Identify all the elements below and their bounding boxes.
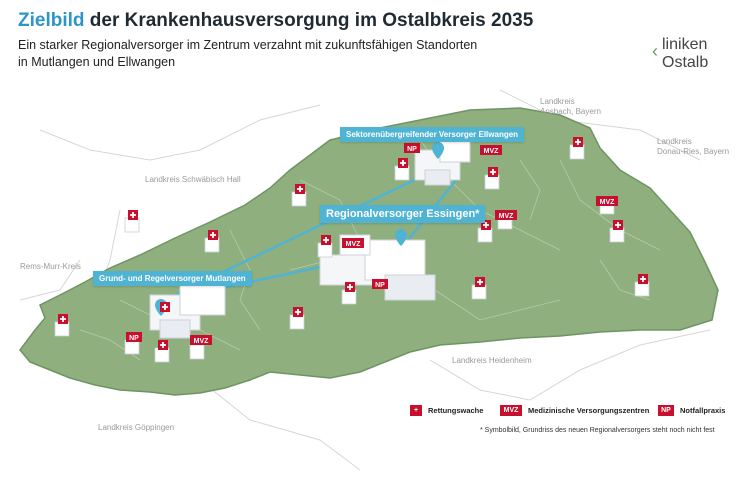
facility-cube: [395, 166, 409, 180]
plus-legend-icon: +: [410, 405, 422, 416]
building-block: [440, 140, 470, 162]
region-label-schwaebisch-hall: Landkreis Schwäbisch Hall: [145, 175, 241, 184]
np-marker: [126, 332, 142, 342]
facility-cube: [570, 145, 584, 159]
plus-marker-icon: [573, 137, 583, 147]
np-marker: [372, 279, 388, 289]
mvz-label: MVZ: [483, 148, 499, 155]
title-highlight: Zielbild: [18, 10, 85, 31]
border-line-nw: [40, 105, 320, 160]
region-label-ansbach: [540, 97, 601, 117]
np-label: NP: [407, 146, 417, 153]
legend-rettungswache: [410, 405, 483, 416]
plus-marker-icon: [475, 277, 485, 287]
mvz-marker: [342, 238, 364, 248]
plus-marker-icon: [321, 235, 331, 245]
mvz-label: MVZ: [345, 241, 361, 248]
callout-mutlangen: Grund- und Regelversorger Mutlangen: [93, 271, 252, 286]
legend-rettungswache-label: Rettungswache: [428, 406, 484, 415]
mvz-label: MVZ: [498, 213, 514, 220]
plus-marker-icon: [208, 230, 218, 240]
mvz-marker: [190, 335, 212, 345]
building-block: [160, 320, 190, 338]
legend-mvz-label: Medizinische Versorgungszentren: [528, 406, 650, 415]
mvz-legend-symbol: MVZ: [500, 405, 522, 416]
region-label-donau-ries: [657, 137, 729, 157]
facility-cube: [125, 340, 139, 354]
building-block: [365, 240, 425, 280]
callout-ellwangen: Sektorenübergreifender Versorger Ellwangen: [340, 127, 524, 142]
mvz-marker: [596, 196, 618, 206]
facility-cube: [478, 228, 492, 242]
plus-marker-icon: [128, 210, 138, 220]
plus-marker-icon: [638, 274, 648, 284]
plus-marker-icon: [58, 314, 68, 324]
page-subtitle: Ein starker Regionalversorger im Zentrum verzahnt mit zukunftsfähigen Standorten in Mutlangen und Ellwangen: [18, 38, 478, 69]
border-line-s: [200, 380, 360, 470]
logo-mark-icon: ‹: [652, 41, 658, 61]
facility-cube: [318, 243, 332, 257]
plus-marker-icon: [293, 307, 303, 317]
facility-cube: [635, 282, 649, 296]
facility-cube: [205, 238, 219, 252]
mvz-label: MVZ: [193, 338, 209, 345]
logo-line1: liniken: [662, 36, 708, 53]
facility-cube: [190, 345, 204, 359]
legend-np-label: Notfallpraxis: [680, 406, 726, 415]
region-label-rems-murr: Rems-Murr-Kreis: [20, 262, 81, 271]
building-block: [180, 285, 225, 315]
facility-cube: [485, 175, 499, 189]
plus-marker-icon: [345, 282, 355, 292]
facility-cube: [125, 218, 139, 232]
footnote: * Symbolbild, Grundriss des neuen Regionalversorgers steht noch nicht fest: [480, 427, 715, 434]
facility-cube: [342, 290, 356, 304]
building-block: [385, 275, 435, 300]
title-rest: der Krankenhausversorgung im Ostalbkreis 2035: [84, 10, 534, 31]
plus-marker-icon: [488, 167, 498, 177]
plus-marker-icon: [295, 184, 305, 194]
logo-line2: Ostalb: [662, 54, 709, 71]
region-donau-ries-text: Landkreis Donau-Ries, Bayern: [657, 137, 730, 156]
np-legend-symbol: NP: [658, 405, 674, 416]
facility-cube: [610, 228, 624, 242]
mvz-marker: [480, 145, 502, 155]
region-ansbach-text: Landkreis Ansbach, Bayern: [540, 97, 601, 116]
facility-cube: [290, 315, 304, 329]
facility-cube: [55, 322, 69, 336]
callout-essingen: Regionalversorger Essingen*: [320, 205, 485, 223]
facility-cube: [155, 348, 169, 362]
facility-cube: [472, 285, 486, 299]
region-label-goeppingen: Landkreis Göppingen: [98, 423, 175, 432]
mvz-marker: [495, 210, 517, 220]
plus-marker-icon: [398, 158, 408, 168]
np-marker: [404, 143, 420, 153]
plus-marker-icon: [158, 340, 168, 350]
mvz-label: MVZ: [599, 199, 615, 206]
region-label-heidenheim: Landkreis Heidenheim: [452, 356, 532, 365]
legend-mvz: [500, 405, 649, 416]
plus-marker-icon: [160, 302, 170, 312]
legend-np: [658, 405, 725, 416]
building-block: [425, 170, 450, 185]
np-label: NP: [129, 335, 139, 342]
np-label: NP: [375, 282, 385, 289]
plus-marker-icon: [613, 220, 623, 230]
facility-cube: [292, 192, 306, 206]
